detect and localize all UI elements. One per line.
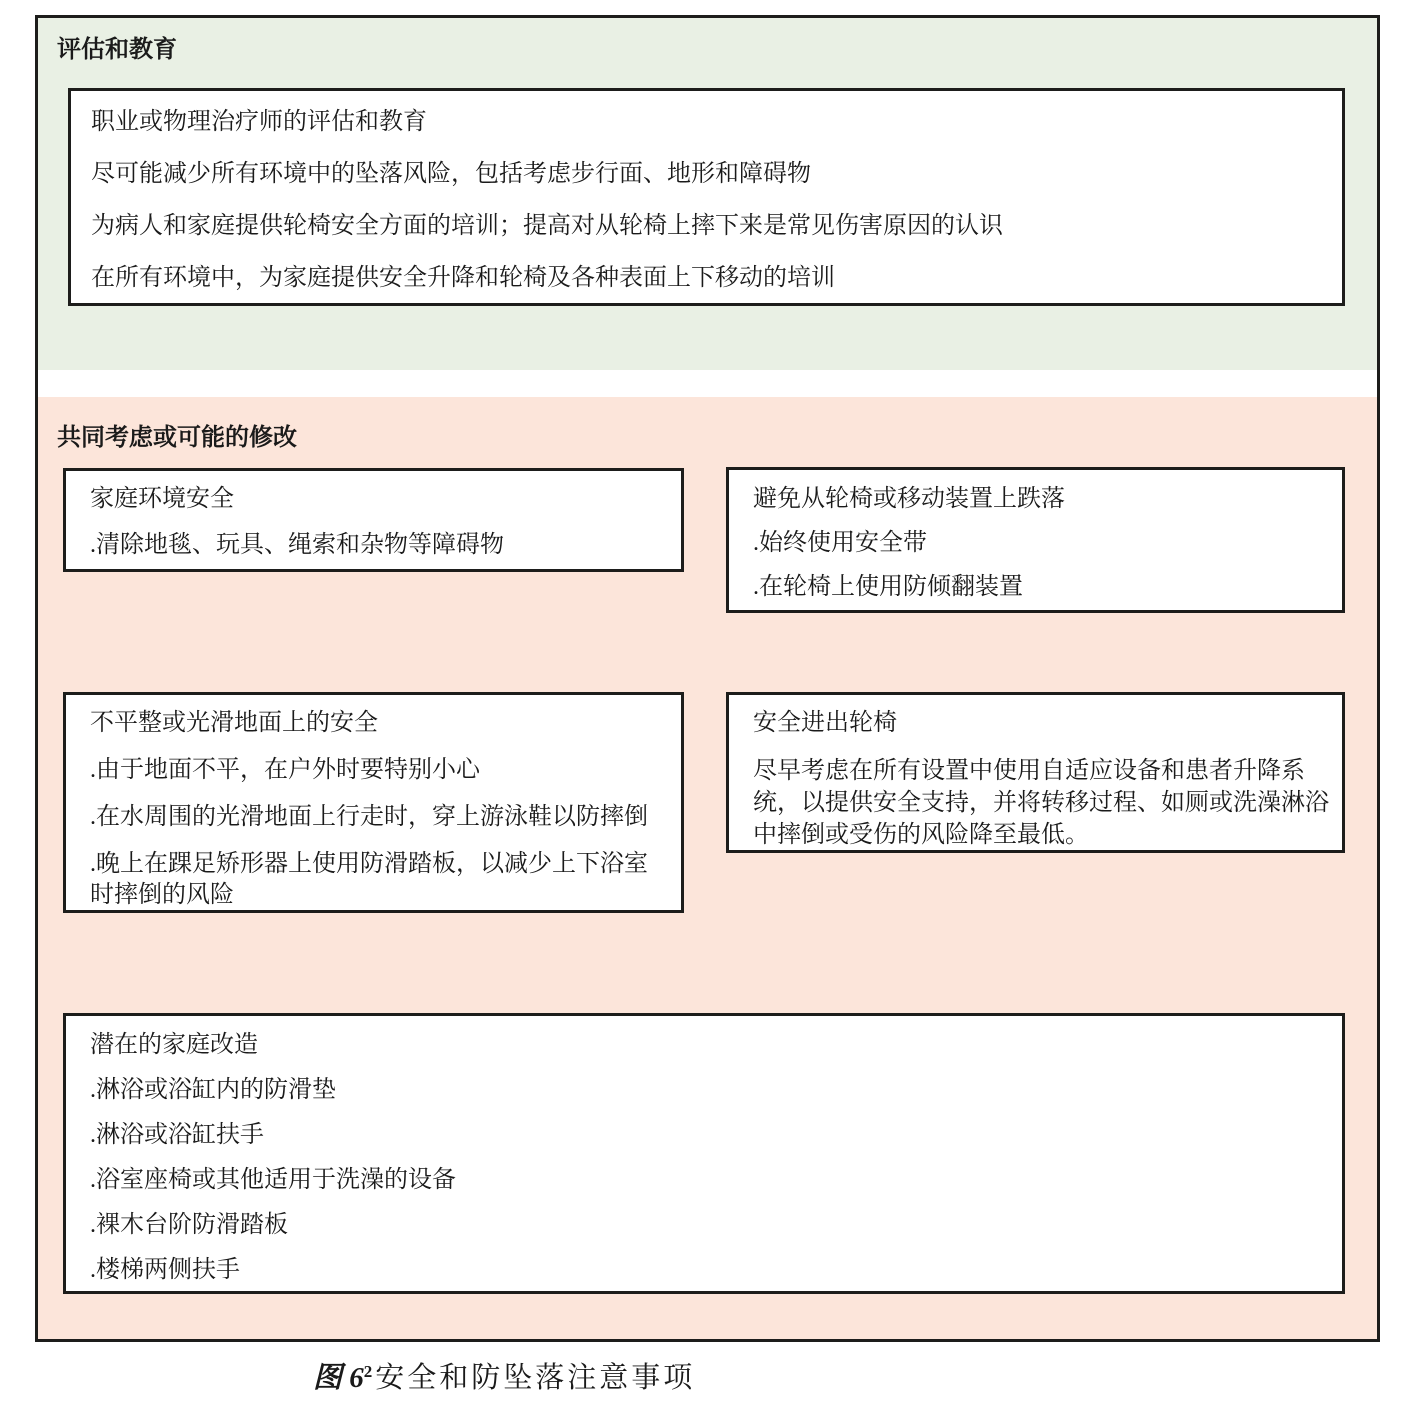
assessment-box (68, 88, 1345, 306)
safe-transfer-title: 安全进出轮椅 (753, 710, 897, 736)
figure-caption-text: 安全和防坠落注意事项 (375, 1362, 696, 1394)
home-modifications-box (63, 1013, 1345, 1294)
home-modifications-item: .淋浴或浴缸内的防滑垫 (90, 1077, 336, 1103)
uneven-ground-title: 不平整或光滑地面上的安全 (90, 710, 378, 736)
home-modifications-title: 潜在的家庭改造 (90, 1032, 258, 1058)
uneven-ground-item: .在水周围的光滑地面上行走时，穿上游泳鞋以防摔倒 (90, 804, 648, 830)
avoid-falls-item: .始终使用安全带 (753, 530, 927, 556)
safe-transfer-body: 尽早考虑在所有设置中使用自适应设备和患者升降系统，以提供安全支持，并将转移过程、如厕或洗澡淋浴中摔倒或受伤的风险降至最低。 (753, 758, 1329, 848)
assessment-section-title: 评估和教育 (57, 37, 177, 63)
safe-transfer-box (726, 692, 1345, 853)
home-modifications-item: .裸木台阶防滑踏板 (90, 1212, 288, 1238)
uneven-ground-item: .晚上在踝足矫形器上使用防滑踏板，以减少上下浴室时摔倒的风险 (90, 851, 648, 908)
home-modifications-item: .浴室座椅或其他适用于洗澡的设备 (90, 1167, 456, 1193)
home-safety-box (63, 468, 684, 572)
figure-caption-label: 图 6 (313, 1362, 364, 1394)
assessment-line: 尽可能减少所有环境中的坠落风险，包括考虑步行面、地形和障碍物 (91, 161, 811, 187)
assessment-line: 为病人和家庭提供轮椅安全方面的培训；提高对从轮椅上摔下来是常见伤害原因的认识 (91, 213, 1003, 239)
home-modifications-item: .淋浴或浴缸扶手 (90, 1122, 264, 1148)
avoid-falls-item: .在轮椅上使用防倾翻装置 (753, 574, 1023, 600)
home-safety-item: .清除地毯、玩具、绳索和杂物等障碍物 (90, 532, 504, 558)
assessment-line: 在所有环境中，为家庭提供安全升降和轮椅及各种表面上下移动的培训 (91, 265, 835, 291)
uneven-ground-box (63, 692, 684, 913)
uneven-ground-item: .由于地面不平，在户外时要特别小心 (90, 757, 480, 783)
figure-caption-reference: 2 (363, 1362, 373, 1381)
assessment-line: 职业或物理治疗师的评估和教育 (91, 109, 427, 135)
modifications-section-title: 共同考虑或可能的修改 (57, 425, 297, 451)
home-safety-title: 家庭环境安全 (90, 486, 234, 512)
home-modifications-item: .楼梯两侧扶手 (90, 1257, 240, 1283)
avoid-falls-title: 避免从轮椅或移动装置上跌落 (753, 486, 1065, 512)
figure-caption (313, 1352, 695, 1398)
avoid-falls-box (726, 467, 1345, 613)
